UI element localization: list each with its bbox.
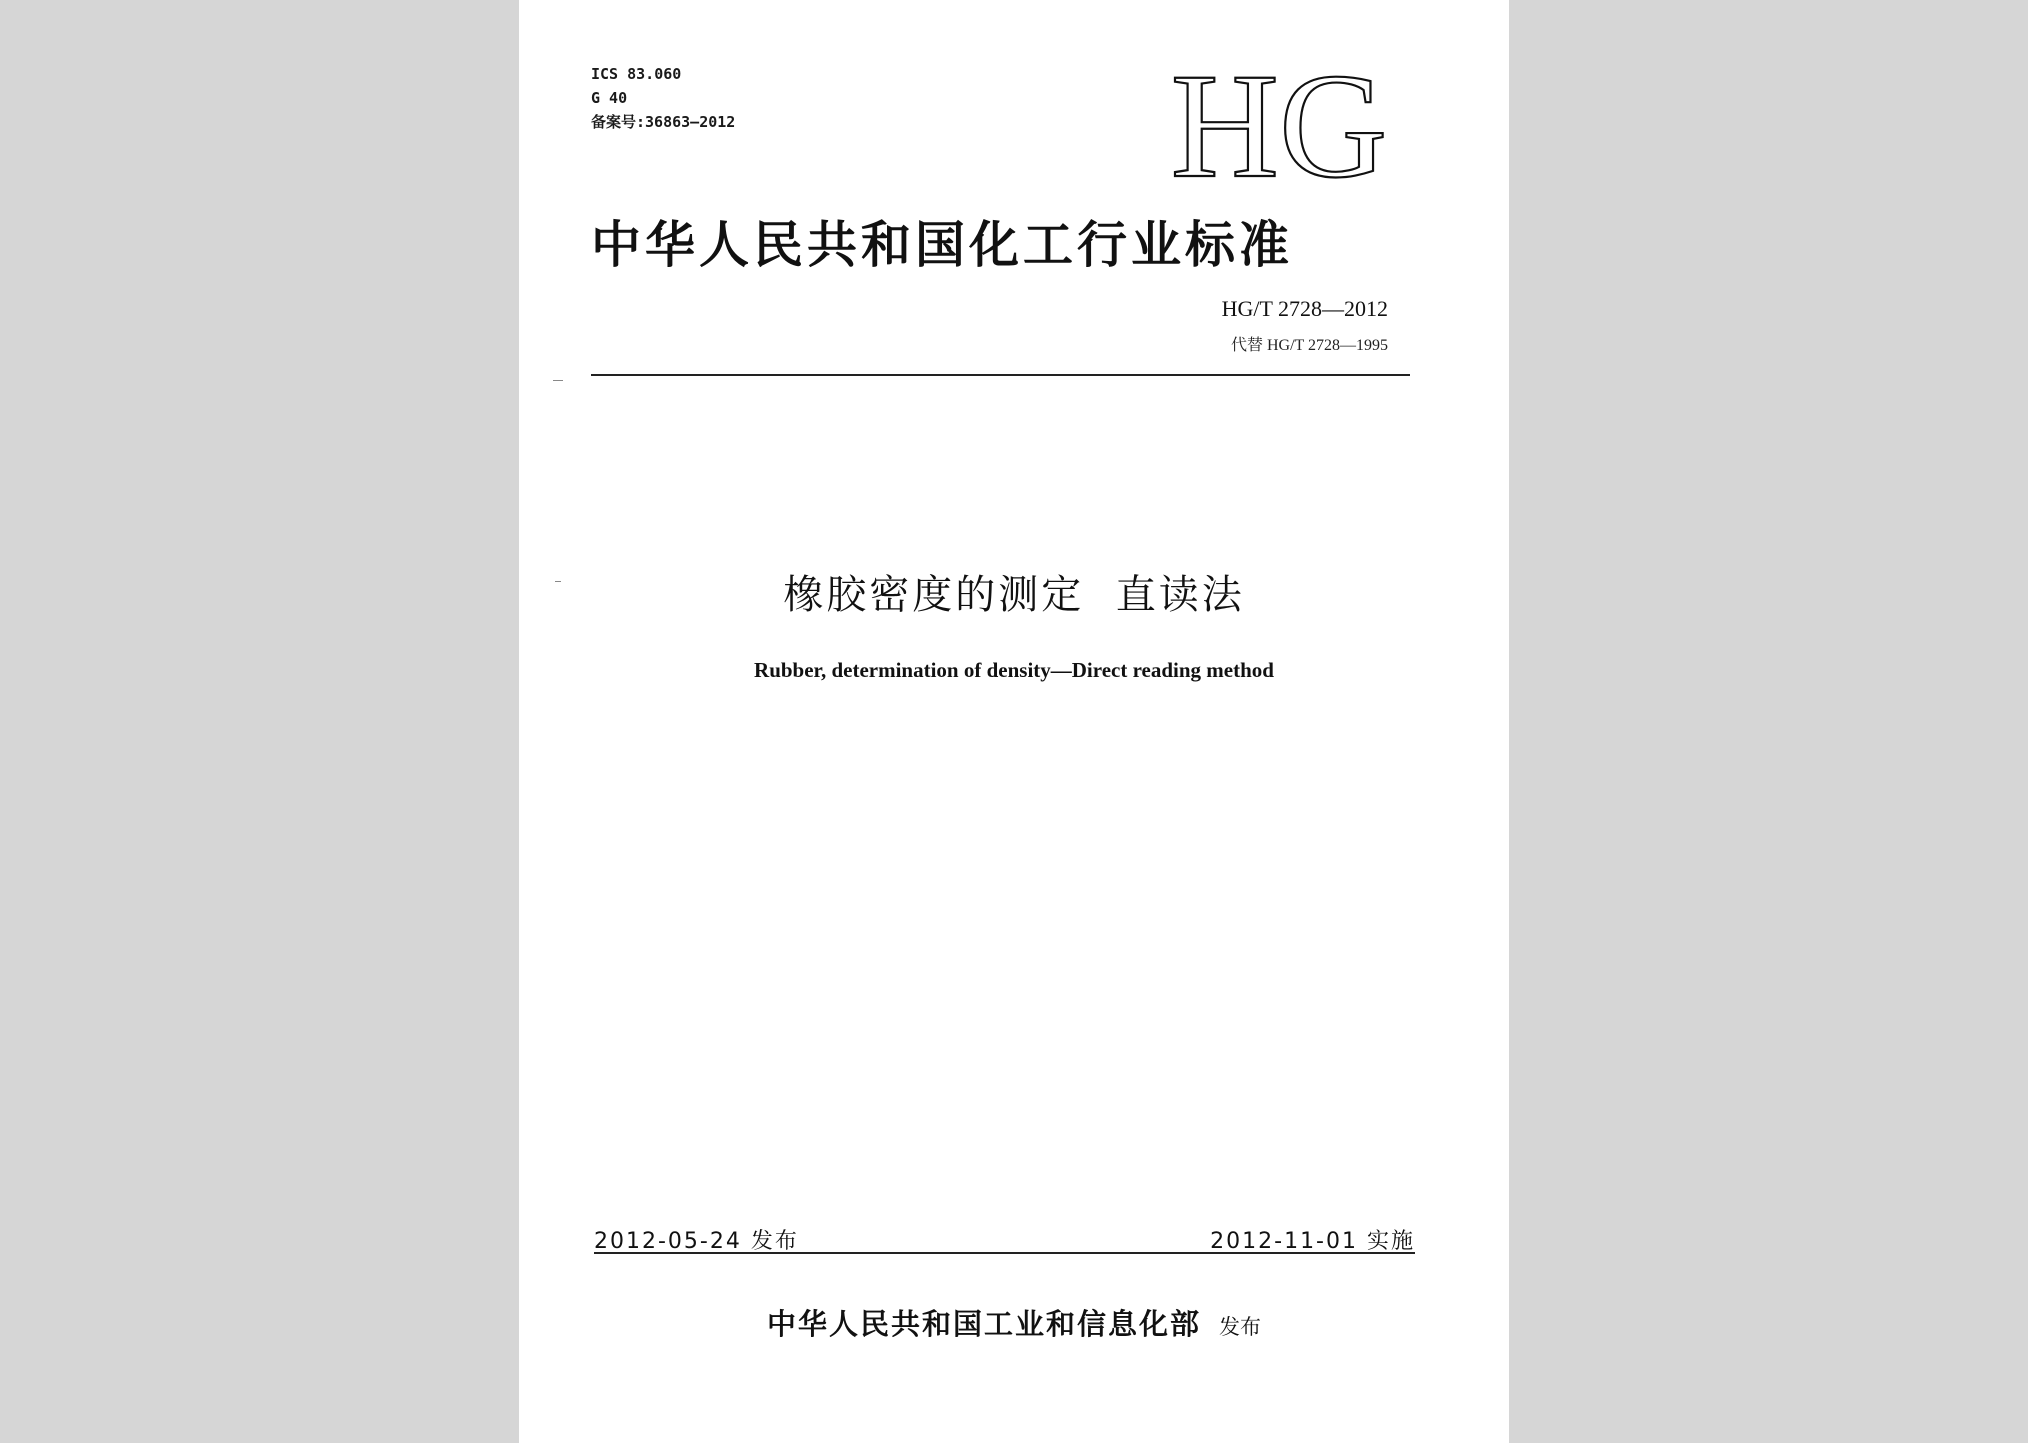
document-page: [519, 0, 1509, 1443]
ics-code: ICS 83.060: [591, 65, 682, 83]
document-title-chinese: 橡胶密度的测定 直读法: [783, 572, 1245, 618]
publisher-name: 中华人民共和国工业和信息化部: [766, 1307, 1201, 1341]
standard-category-heading: 中华人民共和国化工行业标准: [591, 216, 1293, 274]
publisher-action: 发布: [1219, 1315, 1261, 1339]
hg-logo-graphic: [1164, 58, 1394, 188]
hg-logo-text: HG: [1170, 58, 1388, 188]
filing-number: 备案号:36863—2012: [591, 113, 736, 131]
replaces-standard: 代替 HG/T 2728—1995: [1230, 337, 1388, 354]
ccs-code: G 40: [591, 89, 628, 107]
header-divider: [591, 374, 1410, 376]
implementation-date: 2012-11-01 实施: [1210, 1229, 1415, 1254]
scan-speck: [553, 380, 563, 381]
publisher-line: [519, 1302, 1509, 1343]
footer-divider: [594, 1252, 1415, 1254]
hg-logo: [1164, 58, 1394, 188]
standard-number: HG/T 2728—2012: [1221, 296, 1388, 321]
classification-block: [591, 62, 735, 134]
document-title-english: Rubber, determination of density—Direct reading method: [754, 658, 1274, 682]
issue-date: 2012-05-24 发布: [594, 1229, 799, 1254]
